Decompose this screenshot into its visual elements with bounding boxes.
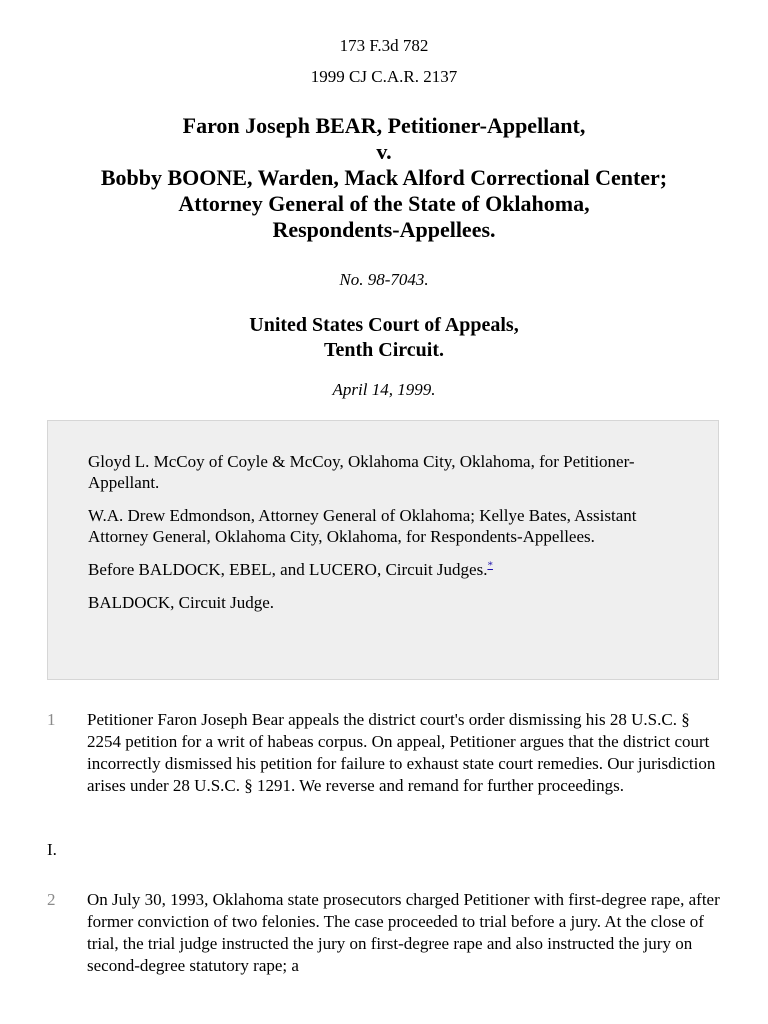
court-line-2: Tenth Circuit. [323,339,445,361]
title-line-appellees: Respondents-Appellees. [272,217,496,242]
title-line-versus: v. [376,139,392,164]
footnote-link[interactable]: * [487,559,493,572]
judges-before-text: Before BALDOCK, EBEL, and LUCERO, Circuit Judges. [88,560,488,579]
title-line-appellant: Faron Joseph BEAR, Petitioner-Appellant, [182,113,586,138]
court-line-1: United States Court of Appeals, [249,314,519,336]
opinion-author: BALDOCK, Circuit Judge. [88,593,275,612]
counsel-panel [47,420,719,680]
judges-before [88,559,678,580]
counsel-respondents: W.A. Drew Edmondson, Attorney General of Oklahoma; Kellye Bates, Assistant Attorney General, Oklahoma City, Oklahoma, for Respondents-Appellees. [88,506,637,546]
case-title [40,113,728,243]
title-line-attorney-general: Attorney General of the State of Oklahoma, [178,191,590,216]
paragraph-number: 1 [47,710,56,729]
counsel-petitioner: Gloyd L. McCoy of Coyle & McCoy, Oklahoma City, Oklahoma, for Petitioner-Appellant. [88,452,635,492]
docket-number: No. 98-7043. [339,270,429,289]
title-line-warden: Bobby BOONE, Warden, Mack Alford Correctional Center; [100,165,668,190]
reporter-citation: 173 F.3d 782 [339,36,429,55]
decision-date: April 14, 1999. [332,380,436,399]
court-name [0,313,768,363]
paragraph-text: Petitioner Faron Joseph Bear appeals the district court's order dismissing his 28 U.S.C. § 2254 petition for a writ of habeas corpus. On appeal, Petitioner argues that the district court incorrectly dismissed his petition for failure to exhaust state court remedies. Our jurisdiction arises under 28 U.S.C. § 1291. We reverse and remand for further proceedings. [87,710,716,795]
section-heading: I. [47,840,57,859]
paragraph-number: 2 [47,890,56,909]
cj-citation: 1999 CJ C.A.R. 2137 [310,67,458,86]
paragraph-text: On July 30, 1993, Oklahoma state prosecutors charged Petitioner with first-degree rape, after former conviction of two felonies. The case proceeded to trial before a jury. At the close of trial, the trial judge instructed the jury on first-degree rape and also instructed the jury on second-degree statutory rape; a [87,890,720,975]
